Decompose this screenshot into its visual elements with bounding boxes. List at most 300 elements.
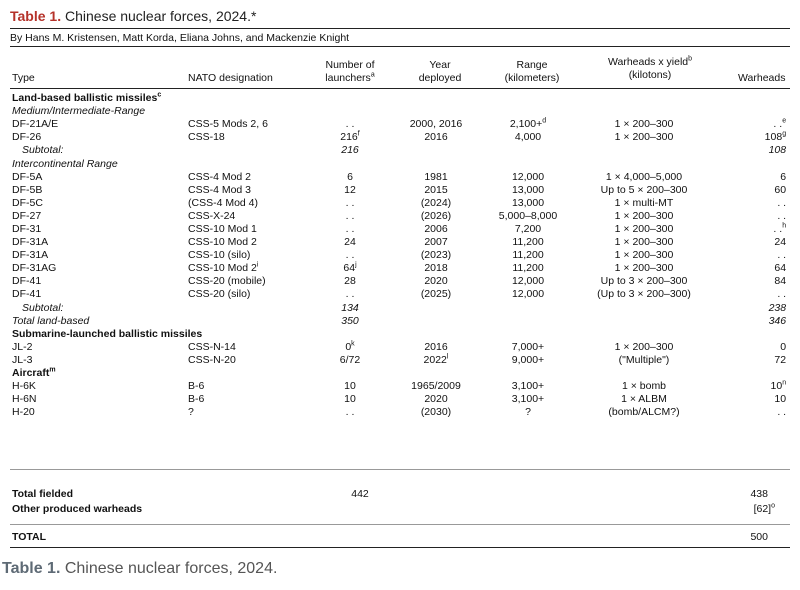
year-cell-text: 2020 — [424, 393, 448, 406]
warheads-cell — [714, 131, 790, 144]
range-cell — [482, 236, 574, 249]
warheads-cell — [714, 171, 790, 184]
range-cell — [482, 131, 574, 144]
range-cell-text: 12,000 — [511, 170, 545, 183]
range-cell-text: 2,100+ — [509, 118, 543, 131]
nato-cell-text: (CSS-4 Mod 4) — [188, 196, 259, 209]
subtotal-empty — [574, 144, 714, 157]
nato-cell — [186, 184, 310, 197]
subtotal-empty — [186, 144, 310, 157]
section-heading-cell — [10, 367, 790, 380]
subsection-heading-cell — [10, 105, 790, 118]
nato-cell — [186, 236, 310, 249]
launchers-cell-footnote: j — [355, 261, 357, 269]
launchers-cell-text: 12 — [344, 183, 356, 196]
nato-cell-text: CSS-4 Mod 3 — [188, 183, 252, 196]
range-cell-text: 13,000 — [511, 196, 545, 209]
yield-cell-text: 1 × 200–300 — [614, 236, 674, 249]
subtotal-warheads — [714, 144, 790, 157]
range-cell — [482, 288, 574, 301]
range-cell-text: 9,000+ — [511, 353, 545, 366]
subtotal-launchers — [310, 302, 390, 315]
subtotal-row — [10, 144, 790, 157]
nato-cell — [186, 197, 310, 210]
subtotal-empty — [482, 144, 574, 157]
warheads-cell — [714, 354, 790, 367]
other-warheads-value — [700, 503, 775, 515]
table-row — [10, 288, 790, 301]
yield-cell-text: 1 × ALBM — [621, 393, 667, 406]
section-heading-cell-footnote: m — [49, 366, 56, 374]
year-cell — [390, 288, 482, 301]
launchers-cell — [310, 354, 390, 367]
type-cell — [10, 288, 186, 301]
nato-cell — [186, 275, 310, 288]
yield-cell-text: 1 × 200–300 — [614, 222, 674, 235]
table-row — [10, 171, 790, 184]
year-cell — [390, 249, 482, 262]
type-cell — [10, 249, 186, 262]
type-cell — [10, 354, 186, 367]
year-cell-text: (2025) — [420, 288, 452, 301]
year-cell-text: 2006 — [424, 222, 448, 235]
yield-cell — [574, 406, 714, 419]
warheads-cell-footnote: g — [782, 130, 787, 138]
subtotal-empty — [390, 302, 482, 315]
type-cell-text: DF-5B — [12, 183, 43, 196]
launchers-cell-text: . . — [345, 222, 355, 235]
type-cell — [10, 262, 186, 275]
range-cell-text: 4,000 — [514, 131, 542, 144]
type-cell-text: DF-31 — [12, 222, 42, 235]
forces-table — [10, 92, 790, 419]
warheads-cell-text: 10 — [770, 380, 783, 393]
type-cell-text: JL-2 — [12, 340, 33, 353]
year-cell-text: (2030) — [420, 406, 452, 419]
type-cell-text: H-6N — [12, 393, 37, 406]
type-cell-text: DF-27 — [12, 209, 42, 222]
type-cell — [10, 236, 186, 249]
launchers-cell-text: 216 — [340, 131, 358, 144]
warheads-cell — [714, 184, 790, 197]
nato-cell-text: CSS-10 Mod 2 — [188, 262, 257, 275]
table-row — [10, 210, 790, 223]
nato-cell-text: CSS-N-20 — [188, 353, 236, 366]
warheads-cell-text: 6 — [780, 170, 787, 183]
warheads-cell — [714, 380, 790, 393]
launchers-cell-text: . . — [345, 288, 355, 301]
launchers-cell — [310, 171, 390, 184]
header-launchers-line2 — [310, 72, 390, 85]
type-cell-text: DF-5C — [12, 196, 43, 209]
table-row — [10, 184, 790, 197]
warheads-cell-text: 64 — [774, 262, 787, 275]
launchers-cell — [310, 184, 390, 197]
range-cell — [482, 393, 574, 406]
year-cell — [390, 341, 482, 354]
nato-cell-text: CSS-10 (silo) — [188, 249, 251, 262]
launchers-cell — [310, 223, 390, 236]
header-yield — [585, 56, 715, 82]
header-yield-sup: b — [688, 55, 693, 63]
subtotal-warheads — [714, 315, 790, 328]
section-heading-cell-text: Land-based ballistic missiles — [12, 92, 158, 105]
yield-cell — [574, 236, 714, 249]
launchers-cell — [310, 406, 390, 419]
year-cell-text: 2018 — [424, 262, 448, 275]
launchers-cell — [310, 210, 390, 223]
header-nato: NATO designation — [188, 72, 273, 84]
year-cell — [390, 354, 482, 367]
header-yield-line2: (kilotons) — [628, 69, 672, 81]
launchers-cell — [310, 380, 390, 393]
yield-cell-text: 1 × multi-MT — [614, 196, 674, 209]
launchers-cell-text: 10 — [344, 393, 356, 406]
yield-cell — [574, 131, 714, 144]
warheads-cell-footnote: h — [782, 222, 787, 230]
table-row — [10, 406, 790, 419]
yield-cell-text: Up to 3 × 200–300 — [600, 275, 688, 288]
subtotal-warheads-text: 238 — [768, 301, 787, 314]
subtotal-empty — [482, 302, 574, 315]
year-cell — [390, 197, 482, 210]
year-cell — [390, 380, 482, 393]
type-cell-text: DF-41 — [12, 275, 42, 288]
yield-cell-text: 1 × bomb — [621, 380, 667, 393]
year-cell-text: 2007 — [424, 236, 448, 249]
range-cell — [482, 171, 574, 184]
subtotal-label-text: Subtotal: — [22, 301, 64, 314]
warheads-cell-text: . . — [777, 209, 787, 222]
range-cell — [482, 275, 574, 288]
year-cell-text: 1965/2009 — [411, 380, 461, 393]
warheads-cell-text: . . — [777, 288, 787, 301]
year-cell — [390, 171, 482, 184]
table-row — [10, 341, 790, 354]
warheads-cell — [714, 210, 790, 223]
nato-cell-text: ? — [188, 406, 194, 419]
yield-cell-text: (bomb/ALCM?) — [608, 406, 680, 419]
yield-cell — [574, 118, 714, 131]
warheads-cell-text: . . — [773, 118, 783, 131]
type-cell-text: DF-21A/E — [12, 118, 59, 131]
launchers-cell — [310, 288, 390, 301]
nato-cell — [186, 262, 310, 275]
header-rule — [10, 88, 790, 89]
table-row — [10, 197, 790, 210]
yield-cell-text: 1 × 4,000–5,000 — [605, 170, 683, 183]
warheads-cell — [714, 262, 790, 275]
range-cell — [482, 184, 574, 197]
yield-cell-text: 1 × 200–300 — [614, 131, 674, 144]
yield-cell-text: 1 × 200–300 — [614, 340, 674, 353]
launchers-cell-text: . . — [345, 209, 355, 222]
range-cell — [482, 210, 574, 223]
year-cell-text: 2015 — [424, 183, 448, 196]
year-cell — [390, 393, 482, 406]
launchers-cell — [310, 275, 390, 288]
total-fielded-warheads: 438 — [750, 488, 768, 500]
warheads-cell — [714, 223, 790, 236]
launchers-cell-text: 0 — [345, 340, 352, 353]
subtotal-empty — [390, 144, 482, 157]
launchers-cell-footnote: k — [351, 340, 355, 348]
yield-cell — [574, 223, 714, 236]
header-launchers-text: launchers — [325, 72, 371, 84]
type-cell-text: DF-31A — [12, 249, 49, 262]
subsection-heading — [10, 157, 790, 170]
nato-cell — [186, 393, 310, 406]
type-cell — [10, 406, 186, 419]
subtotal-empty — [482, 315, 574, 328]
type-cell — [10, 393, 186, 406]
launchers-cell-text: 24 — [344, 236, 356, 249]
range-cell-text: 11,200 — [512, 236, 544, 249]
warheads-cell-text: 10 — [774, 393, 787, 406]
range-cell — [482, 249, 574, 262]
range-cell — [482, 262, 574, 275]
grand-total-label: TOTAL — [12, 531, 47, 543]
table-row — [10, 380, 790, 393]
warheads-cell-text: . . — [777, 196, 787, 209]
type-cell — [10, 341, 186, 354]
section-heading-cell — [10, 92, 790, 105]
subtotal-label — [10, 144, 186, 157]
nato-cell — [186, 131, 310, 144]
year-cell-text: 2016 — [424, 340, 448, 353]
nato-cell — [186, 341, 310, 354]
warheads-cell-footnote: n — [782, 379, 787, 387]
warheads-cell-text: 72 — [774, 353, 787, 366]
subtotal-empty — [390, 315, 482, 328]
type-cell — [10, 210, 186, 223]
header-range-line1: Range — [516, 59, 548, 71]
launchers-cell-text: 6/72 — [339, 353, 361, 366]
launchers-cell — [310, 341, 390, 354]
year-cell — [390, 406, 482, 419]
subtotal-label-text: Total land-based — [12, 314, 90, 327]
authors: By Hans M. Kristensen, Matt Korda, Eliana Johns, and Mackenzie Knight — [10, 32, 350, 44]
range-cell — [482, 380, 574, 393]
warheads-cell-text: 24 — [774, 236, 787, 249]
yield-cell-text: 1 × 200–300 — [614, 262, 674, 275]
header-year-line2: deployed — [418, 72, 462, 84]
subtotal-empty — [186, 302, 310, 315]
launchers-cell — [310, 262, 390, 275]
range-cell-text: 11,200 — [512, 262, 544, 275]
nato-cell-text: CSS-20 (silo) — [188, 288, 251, 301]
total-fielded-label: Total fielded — [12, 488, 74, 500]
nato-cell-text: CSS-10 Mod 2 — [188, 236, 257, 249]
warheads-cell — [714, 341, 790, 354]
header-year-line1: Year — [429, 59, 451, 71]
warheads-cell-text: . . — [777, 406, 787, 419]
header-range-line2: (kilometers) — [504, 72, 560, 84]
type-cell-text: DF-41 — [12, 288, 42, 301]
type-cell — [10, 223, 186, 236]
nato-cell-text: CSS-X-24 — [188, 209, 236, 222]
type-cell-text: H-20 — [12, 406, 35, 419]
launchers-cell — [310, 197, 390, 210]
launchers-cell-footnote: f — [357, 130, 360, 138]
section-heading — [10, 328, 790, 341]
caption-label: Table 1. — [2, 560, 61, 577]
table-title-label: Table 1. — [10, 8, 62, 24]
table-row — [10, 262, 790, 275]
warheads-cell-footnote: e — [782, 117, 787, 125]
subsection-heading-cell-text: Medium/Intermediate-Range — [12, 105, 146, 118]
nato-cell-text: CSS-10 Mod 1 — [188, 222, 257, 235]
grand-total-warheads: 500 — [750, 531, 768, 543]
header-type: Type — [12, 72, 35, 84]
header-yield-text: Warheads x yield — [607, 56, 689, 68]
range-cell — [482, 354, 574, 367]
yield-cell — [574, 249, 714, 262]
table-title — [10, 8, 256, 24]
header-yield-line1 — [585, 56, 715, 69]
year-cell — [390, 118, 482, 131]
section-heading-cell — [10, 328, 790, 341]
nato-cell-text: CSS-N-14 — [188, 340, 236, 353]
range-cell-text: 12,000 — [511, 275, 545, 288]
table-row — [10, 249, 790, 262]
subtotal-warheads-text: 346 — [768, 314, 787, 327]
warheads-cell — [714, 393, 790, 406]
type-cell — [10, 171, 186, 184]
subsection-heading-cell — [10, 157, 790, 170]
table-row — [10, 131, 790, 144]
subtotal-row — [10, 315, 790, 328]
launchers-cell — [310, 131, 390, 144]
range-cell-text: 12,000 — [511, 288, 545, 301]
table-row — [10, 236, 790, 249]
nato-cell — [186, 223, 310, 236]
total-rule-top — [10, 524, 790, 525]
launchers-cell-text: 64 — [343, 262, 356, 275]
range-cell-text: 11,200 — [512, 249, 544, 262]
subtotal-launchers-text: 350 — [341, 314, 359, 327]
year-cell — [390, 262, 482, 275]
launchers-cell-text: 28 — [344, 275, 356, 288]
range-cell — [482, 223, 574, 236]
table-title-text: Chinese nuclear forces, 2024.* — [64, 8, 257, 24]
table-row — [10, 393, 790, 406]
launchers-cell-text: 10 — [344, 380, 356, 393]
nato-cell-text: B-6 — [188, 380, 205, 393]
nato-cell-text: CSS-4 Mod 2 — [188, 170, 252, 183]
range-cell — [482, 118, 574, 131]
type-cell — [10, 197, 186, 210]
warheads-cell — [714, 118, 790, 131]
subtotal-warheads-text: 108 — [768, 144, 787, 157]
yield-cell — [574, 275, 714, 288]
launchers-cell — [310, 236, 390, 249]
bottom-rule — [10, 547, 790, 548]
type-cell-text: DF-5A — [12, 170, 43, 183]
section-heading-cell-text: Submarine-launched ballistic missiles — [12, 327, 203, 340]
subtotal-launchers — [310, 315, 390, 328]
year-cell-text: (2023) — [420, 249, 452, 262]
header-range — [492, 59, 572, 85]
year-cell-text: 2000, 2016 — [409, 118, 463, 131]
section-heading — [10, 367, 790, 380]
total-fielded-launchers: 442 — [351, 488, 369, 500]
warheads-cell-text: . . — [777, 249, 787, 262]
caption-text: Chinese nuclear forces, 2024. — [60, 560, 278, 577]
launchers-cell — [310, 249, 390, 262]
warheads-cell — [714, 288, 790, 301]
forces-table-body — [10, 92, 790, 419]
range-cell-footnote: d — [542, 117, 547, 125]
yield-cell — [574, 354, 714, 367]
subsection-heading-cell-text: Intercontinental Range — [12, 157, 118, 170]
range-cell-text: 3,100+ — [511, 380, 545, 393]
type-cell — [10, 184, 186, 197]
year-cell — [390, 275, 482, 288]
subtotal-empty — [574, 315, 714, 328]
table-row — [10, 118, 790, 131]
year-cell-text: (2024) — [420, 196, 452, 209]
yield-cell-text: 1 × 200–300 — [614, 249, 674, 262]
year-cell — [390, 223, 482, 236]
nato-cell — [186, 249, 310, 262]
type-cell — [10, 275, 186, 288]
nato-cell — [186, 171, 310, 184]
table-row — [10, 354, 790, 367]
type-cell — [10, 380, 186, 393]
header-warheads: Warheads — [738, 72, 786, 84]
nato-cell — [186, 210, 310, 223]
figure-caption — [2, 560, 277, 578]
nato-cell-footnote: i — [256, 261, 259, 269]
yield-cell-text: ("Multiple") — [618, 353, 670, 366]
year-cell-footnote: l — [446, 353, 449, 361]
section-heading-cell-text: Aircraft — [12, 367, 50, 380]
nato-cell — [186, 118, 310, 131]
range-cell — [482, 406, 574, 419]
header-year — [400, 59, 480, 85]
warheads-cell — [714, 406, 790, 419]
year-cell-text: 2020 — [424, 275, 448, 288]
table-row — [10, 223, 790, 236]
subtotal-label-text: Subtotal: — [22, 144, 64, 157]
launchers-cell-text: . . — [345, 118, 355, 131]
launchers-cell-text: . . — [345, 196, 355, 209]
nato-cell-text: CSS-5 Mods 2, 6 — [188, 118, 268, 131]
warheads-cell — [714, 197, 790, 210]
warheads-cell-text: 84 — [774, 275, 787, 288]
type-cell-text: DF-26 — [12, 131, 42, 144]
nato-cell — [186, 288, 310, 301]
subtotal-launchers-text: 216 — [341, 144, 359, 157]
year-cell-text: (2026) — [420, 209, 452, 222]
warheads-cell-text: . . — [773, 222, 783, 235]
type-cell — [10, 131, 186, 144]
year-cell — [390, 131, 482, 144]
section-heading — [10, 92, 790, 105]
type-cell-text: DF-31A — [12, 236, 49, 249]
nato-cell-text: CSS-20 (mobile) — [188, 275, 266, 288]
type-cell-text: JL-3 — [12, 353, 33, 366]
year-cell-text: 1981 — [424, 170, 448, 183]
subtotal-row — [10, 302, 790, 315]
header-launchers — [310, 59, 390, 85]
section-heading-cell-footnote: c — [157, 91, 162, 99]
yield-cell — [574, 380, 714, 393]
year-cell — [390, 210, 482, 223]
yield-cell-text: Up to 5 × 200–300 — [600, 183, 688, 196]
yield-cell — [574, 184, 714, 197]
